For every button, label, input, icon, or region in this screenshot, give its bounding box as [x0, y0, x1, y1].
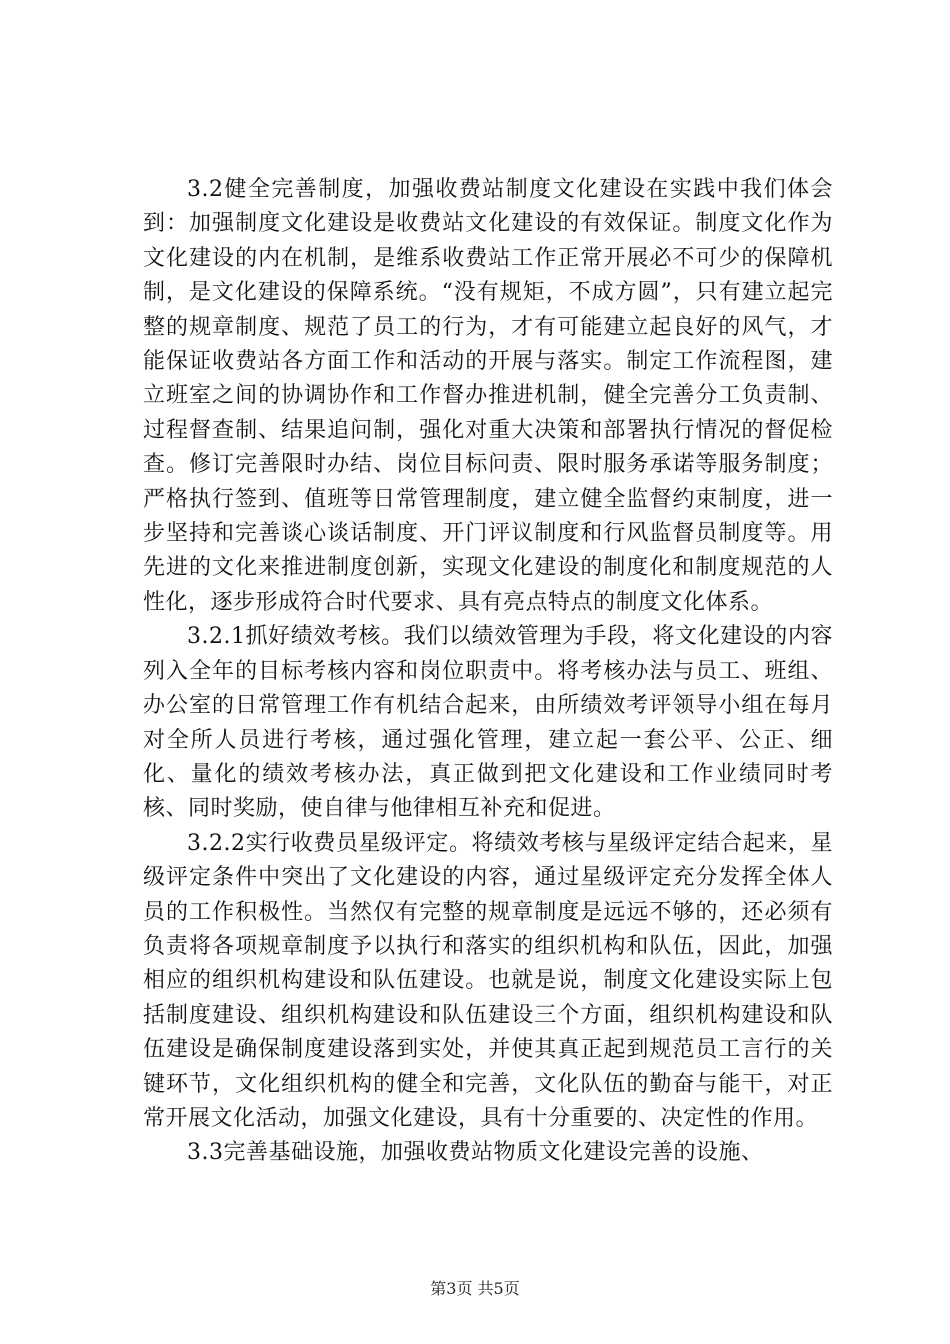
paragraph-3-2-1: 3.2.1抓好绩效考核。我们以绩效管理为手段，将文化建设的内容列入全年的目标考核内容和岗位职责中。将考核办法与员工、班组、办公室的日常管理工作有机结合起来，由所绩效考评领导小组在每月对全所人员进行考核，通过强化管理，建立起一套公平、公正、细化、量化的绩效考核办法，真正做到把文化建设和工作业绩同时考核、同时奖励，使自律与他律相互补充和促进。	[143, 624, 833, 822]
paragraph-3-2: 3.2健全完善制度，加强收费站制度文化建设在实践中我们体会到：加强制度文化建设是收费站文化建设的有效保证。制度文化作为文化建设的内在机制，是维系收费站工作正常开展必不可少的保障机制，是文化建设的保障系统。“没有规矩，不成方圆”，只有建立起完整的规章制度、规范了员工的行为，才有可能建立起良好的风气，才能保证收费站各方面工作和活动的开展与落实。制定工作流程图，建立班室之间的协调协作和工作督办推进机制，健全完善分工负责制、过程督查制、结果追问制，强化对重大决策和部署执行情况的督促检查。修订完善限时办结、岗位目标问责、限时服务承诺等服务制度；严格执行签到、值班等日常管理制度，建立健全监督约束制度，进一步坚持和完善谈心谈话制度、开门评议制度和行风监督员制度等。用先进的文化来推进制度创新，实现文化建设的制度化和制度规范的人性化，逐步形成符合时代要求、具有亮点特点的制度文化体系。	[143, 177, 833, 615]
paragraph-3-2-2: 3.2.2实行收费员星级评定。将绩效考核与星级评定结合起来，星级评定条件中突出了文化建设的内容，通过星级评定充分发挥全体人员的工作积极性。当然仅有完整的规章制度是远远不够的，还必须有负责将各项规章制度予以执行和落实的组织机构和队伍，因此，加强相应的组织机构建设和队伍建设。也就是说，制度文化建设实际上包括制度建设、组织机构建设和队伍建设三个方面，组织机构建设和队伍建设是确保制度建设落到实处，并使其真正起到规范员工言行的关键环节，文化组织机构的健全和完善，文化队伍的勤奋与能干，对正常开展文化活动，加强文化建设，具有十分重要的、决定性的作用。	[143, 830, 833, 1131]
page-footer: 第3页 共5页	[430, 1279, 520, 1298]
paragraph-3-3: 3.3完善基础设施，加强收费站物质文化建设完善的设施、	[187, 1140, 764, 1166]
body-text	[143, 173, 833, 1171]
